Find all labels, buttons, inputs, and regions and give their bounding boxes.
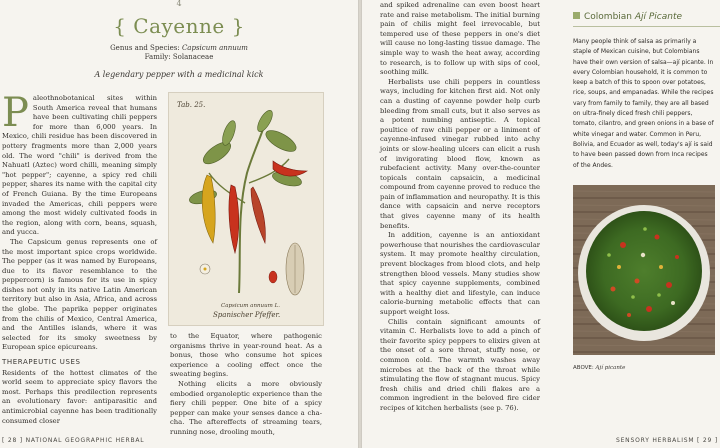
intro-text: aleothnobotanical sites within South America reveal that humans have been cultivating chili peppers for more than 6,000 years. In Mexico, chili residue has been discovered in pottery fragments more than 2,000 years old. The word "chili" is derived from the Nahuatl (Aztec) word chilli, meaning simply "hot pepper"; cayenne, a spicy red chili pepper, shares its name with the capital city of French Guiana. By the time Europeans invaded the Americas, chili peppers were among the most widely cultivated foods in the region, along with corn, beans, squash, and yucca. (2, 94, 157, 237)
genus-name: Capsicum annuum (181, 44, 248, 52)
therapeutic-section (2, 358, 157, 426)
sidebar-body: Many people think of salsa as primarily a staple of Mexican cuisine, but Colombians have their own version of salsa—ají picante. In every Colombian household, it is common to keep a batch of this to spoon over potatoes, rice, soups, and empanadas. While the recipes vary from family to family, they are all based on ultra-finely diced fresh chili peppers, tomato, cilantro, and green onions in a base of white vinegar and water. Common in Peru, Bolivia, and Ecuador as well, today's ají is said to have been passed down from Inca recipes of the Andes. (573, 38, 714, 169)
right-paragraph-4: Chilis contain significant amounts of vitamin C. Herbalists love to add a pinch of their favorite spicy peppers to elixirs given at the onset of a sore throat, stuffy nose, or common cold. The warmth washes away microbes at the back of the throat while stimulating the flow of stagnant mucus. Spicy fresh chilis and dried chili flakes are a common ingredient in the beloved fire cider recipes of kitchen herbalists (see p. 76). (380, 317, 540, 412)
left-column (2, 90, 157, 353)
illustration-caption-german: Spanischer Pfeffer. (213, 311, 281, 319)
top-page-marker: 4 (176, 0, 182, 8)
middle-paragraph-2: Nothing elicits a more obviously embodied organoleptic experience than the fiery chili pepper. One bite of a spicy pepper can make your senses dance a cha-cha. The aftereffects of streaming tears, running nose, drooling mouth, (170, 379, 322, 436)
footer-right: SENSORY HERBALISM [ 29 ] (615, 437, 718, 444)
flower-center-icon (204, 268, 207, 271)
second-paragraph: The Capsicum genus represents one of the most important spice crops worldwide. The pepper (as it was named by Europeans, due to its flavor resemblance to the peppercorn) is famous for its use in spicy dishes not only in its native Latin American territory but also in Asia, Africa, and across the globe. The paprika pepper originates from the chilis of Mexico, Central America, and the Antilles islands, where it was selected for its smoky sweetness by European spice epicureans. (2, 237, 157, 352)
therapeutic-paragraph: Residents of the hottest climates of the world seem to appreciate spicy flavors the most. Perhaps this predilection represents an evolutionary favor: antiparasitic and antimicrobial cayenne has been traditionally consumed closer (2, 368, 157, 425)
sidebar-title (573, 12, 720, 22)
sidebar-divider (573, 26, 720, 27)
aji-picante-photo (573, 185, 715, 355)
right-page (362, 0, 720, 448)
caption-text: Ají picante (595, 365, 626, 371)
leaf-icon (220, 119, 238, 147)
caption-label: ABOVE: (573, 365, 596, 371)
footer-left: [ 28 ] NATIONAL GEOGRAPHIC HERBAL (2, 437, 145, 444)
photo-caption (573, 365, 625, 371)
plate-label: Tab. 25. (177, 101, 206, 109)
sidebar-box (557, 0, 720, 448)
leaf-icon (255, 108, 276, 134)
botanical-illustration (168, 92, 324, 326)
genus-species-block (0, 44, 358, 62)
intro-paragraph (2, 90, 157, 238)
pepper-plant-drawing (169, 93, 323, 325)
illustration-caption-latin: Capsicum annuum L. (221, 303, 280, 309)
salsa-bowl-image (573, 185, 715, 355)
yellow-pepper-icon (202, 175, 215, 243)
red-pepper-icon (251, 187, 265, 243)
genus-label: Genus and Species: (110, 44, 182, 52)
drop-cap: P (2, 90, 29, 136)
right-paragraph-2: Herbalists use chili peppers in countless ways, including for kitchen first aid. Not only can a dusting of cayenne powder help curb bleeding from small cuts, but it also serves as a potent numbing antiseptic. A topical poultice of raw chili pepper or a liniment of cayenne-infused vinegar rubbed into achy joints or slow-healing ulcers can elicit a rush of invigorating blood flow, known as rubefacient activity. Many over-the-counter topicals contain capsaicin, a medicinal compound from cayenne proved to reduce the pain of inflammation and neuropathy. It is this dance with capsaicin and nerve receptors that gives cayenne many of its health benefits. (380, 77, 540, 230)
right-main-column (380, 1, 540, 414)
sidebar-title-plain: Colombian (584, 12, 635, 22)
right-paragraph-1: and spiked adrenaline can even boost heart rate and raise metabolism. The initial burning pain of chilis might feel irrevocable, but tempered use of these peppers in one's diet will cause no long-lasting tissue damage. The simple way to wash the heat away, according to research, is to follow up with sips of cool, soothing milk. (380, 1, 540, 77)
section-heading: THERAPEUTIC USES (2, 358, 81, 366)
right-paragraph-3: In addition, cayenne is an antioxidant powerhouse that nourishes the cardiovascular system. It may promote healthy circulation, prevent blockages from blood clots, and help strengthen blood vessels. Many studies show that spicy cayenne supplements, combined with a healthy diet and lifestyle, can induce calorie-burning metabolic effects that can support weight loss. (380, 231, 540, 316)
page-subtitle: A legendary pepper with a medicinal kick (94, 70, 264, 79)
page-title: { Cayenne } (113, 14, 245, 38)
red-pepper-icon (229, 185, 239, 253)
leaf-icon (263, 126, 299, 155)
sidebar-title-italic: Ají Picante (634, 12, 683, 22)
middle-column (170, 332, 322, 438)
small-pepper-icon (269, 271, 277, 283)
left-page (0, 0, 358, 448)
sidebar-bullet-icon (573, 12, 580, 19)
family-line: Family: Solanaceae (144, 53, 214, 61)
middle-paragraph-1: to the Equator, where pathogenic organisms thrive in year-round heat. As a bonus, those who consume hot spices experience a cooling effect once the sweating begins. (170, 332, 322, 379)
